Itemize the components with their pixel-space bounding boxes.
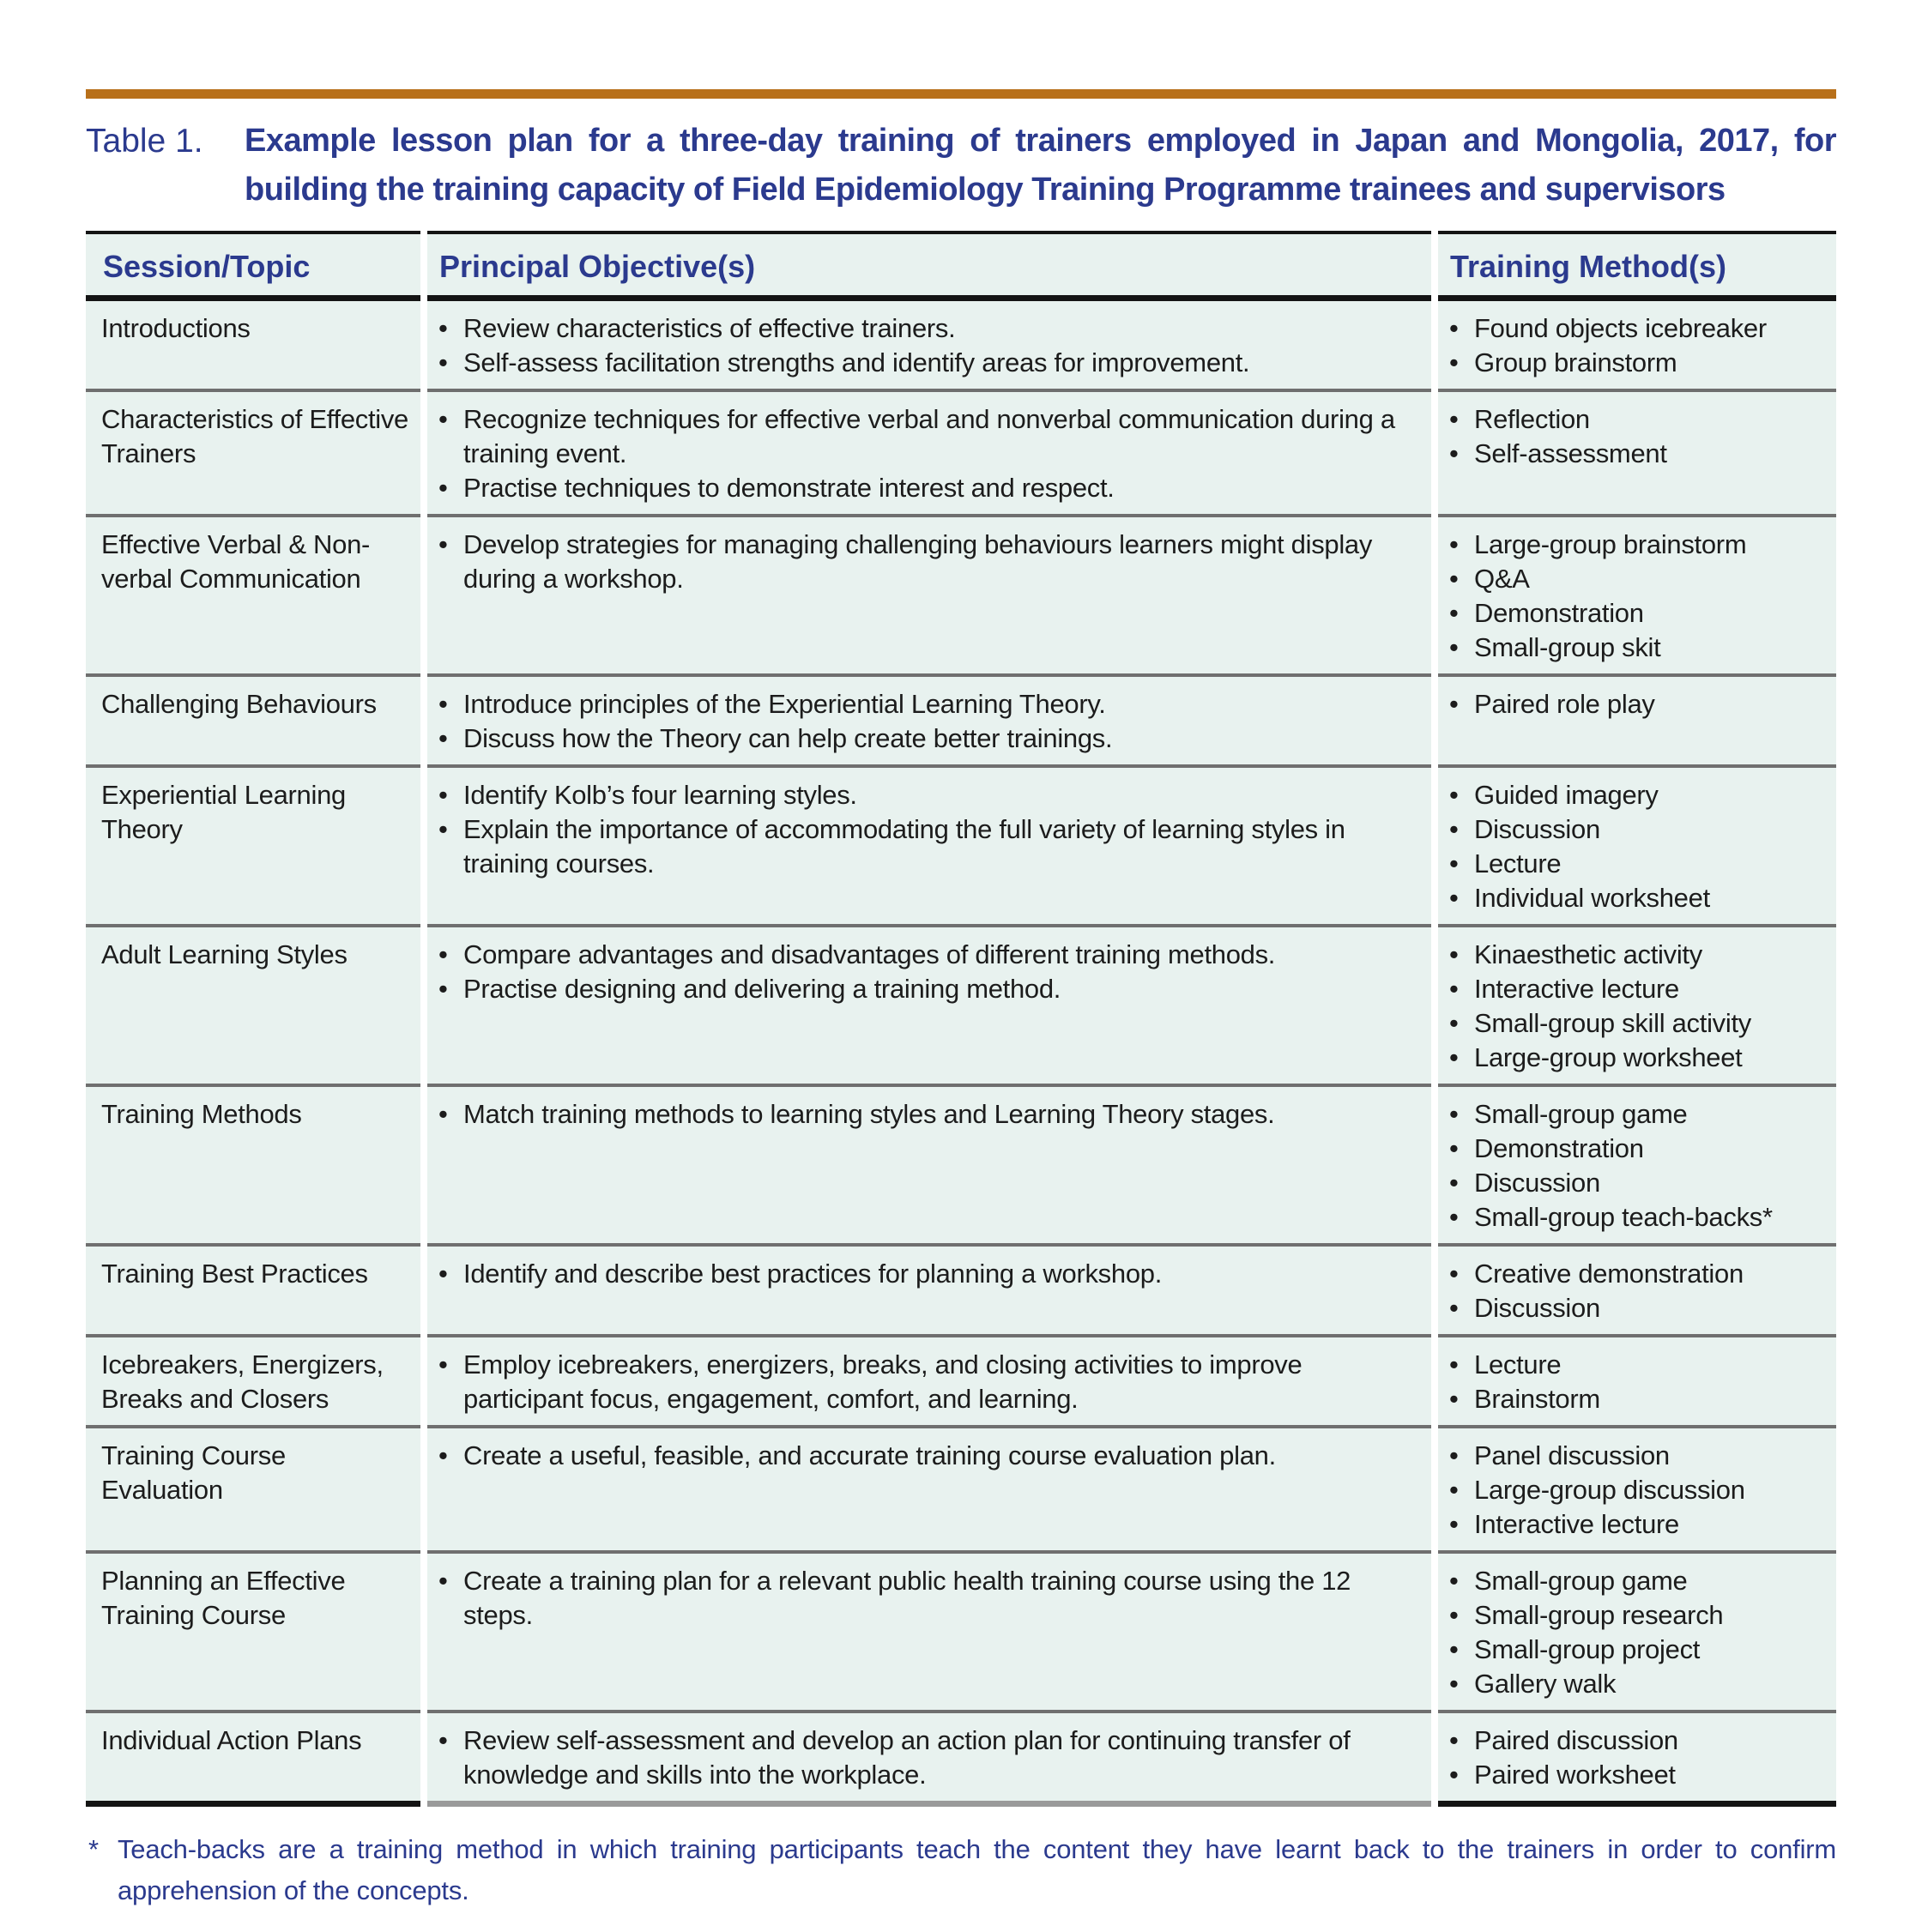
method-text: Large-group worksheet xyxy=(1474,1042,1743,1072)
method-text: Small-group project xyxy=(1474,1634,1701,1664)
objective-item xyxy=(427,402,1424,471)
method-item xyxy=(1438,812,1829,847)
bullet-icon: • xyxy=(1449,1760,1459,1790)
objective-item xyxy=(427,1348,1424,1416)
bullet-icon: • xyxy=(438,1725,448,1755)
method-text: Lecture xyxy=(1474,848,1562,878)
objective-item xyxy=(427,311,1424,346)
session-cell xyxy=(86,1334,420,1425)
method-text: Small-group game xyxy=(1474,1566,1688,1596)
bullet-icon: • xyxy=(1449,632,1459,662)
method-text: Lecture xyxy=(1474,1349,1562,1380)
bullet-icon: • xyxy=(1449,1669,1459,1699)
method-text: Paired discussion xyxy=(1474,1725,1678,1755)
objectives-cell xyxy=(427,924,1431,1084)
objectives-cell xyxy=(427,1334,1431,1425)
objective-text: Practise designing and delivering a training method. xyxy=(463,974,1061,1004)
objectives-cell xyxy=(427,1084,1431,1243)
bullet-icon: • xyxy=(1449,780,1459,810)
bullet-icon: • xyxy=(1449,1634,1459,1664)
objectives-cell xyxy=(427,1710,1431,1807)
objective-item xyxy=(427,778,1424,812)
bullet-icon: • xyxy=(1449,1384,1459,1414)
bullet-icon: • xyxy=(438,473,448,503)
session-cell xyxy=(86,764,420,924)
objectives-cell xyxy=(427,1243,1431,1334)
method-item xyxy=(1438,1382,1829,1416)
objective-text: Discuss how the Theory can help create better trainings. xyxy=(463,723,1113,753)
bullet-icon: • xyxy=(1449,848,1459,878)
session-cell xyxy=(86,301,420,389)
objective-item xyxy=(427,1439,1424,1473)
methods-cell xyxy=(1438,673,1836,764)
objectives-cell xyxy=(427,1425,1431,1550)
method-text: Brainstorm xyxy=(1474,1384,1600,1414)
bullet-icon: • xyxy=(1449,1008,1459,1038)
objectives-cell xyxy=(427,389,1431,514)
method-item xyxy=(1438,311,1829,346)
method-item xyxy=(1438,1758,1829,1792)
objective-text: Review characteristics of effective trainers. xyxy=(463,313,956,343)
bullet-icon: • xyxy=(438,1440,448,1470)
method-item xyxy=(1438,1633,1829,1667)
session-name: Icebreakers, Energizers, Breaks and Closers xyxy=(101,1349,384,1414)
method-text: Small-group skit xyxy=(1474,632,1661,662)
bullet-icon: • xyxy=(438,313,448,343)
session-name: Individual Action Plans xyxy=(101,1725,362,1755)
method-item xyxy=(1438,1667,1829,1701)
session-cell xyxy=(86,514,420,673)
method-text: Small-group teach-backs* xyxy=(1474,1202,1773,1232)
bullet-icon: • xyxy=(438,404,448,434)
bullet-icon: • xyxy=(1449,404,1459,434)
objective-text: Employ icebreakers, energizers, breaks, and closing activities to improve participant focus, engagement, comfort, and learning. xyxy=(463,1349,1302,1414)
method-item xyxy=(1438,596,1829,631)
method-item xyxy=(1438,1041,1829,1075)
method-item xyxy=(1438,1473,1829,1507)
method-text: Large-group discussion xyxy=(1474,1475,1745,1505)
session-cell xyxy=(86,1243,420,1334)
methods-cell xyxy=(1438,1334,1836,1425)
method-text: Q&A xyxy=(1474,564,1530,594)
bullet-icon: • xyxy=(438,723,448,753)
session-cell xyxy=(86,1710,420,1807)
bullet-icon: • xyxy=(438,529,448,559)
objective-item xyxy=(427,687,1424,721)
objective-text: Self-assess facilitation strengths and identify areas for improvement. xyxy=(463,347,1250,377)
bullet-icon: • xyxy=(1449,1293,1459,1323)
methods-cell xyxy=(1438,1084,1836,1243)
objective-item xyxy=(427,1564,1424,1633)
session-name: Adult Learning Styles xyxy=(101,939,348,969)
method-item xyxy=(1438,1257,1829,1291)
bullet-icon: • xyxy=(1449,814,1459,844)
session-cell xyxy=(86,389,420,514)
table-title: Example lesson plan for a three-day training of trainers employed in Japan and Mongolia, 2017, for building the training capacity of Field Epidemiology Training Programme trainees and supervisors xyxy=(245,123,1836,208)
objective-text: Create a training plan for a relevant public health training course using the 12 steps. xyxy=(463,1566,1351,1630)
session-cell xyxy=(86,1550,420,1710)
objective-item xyxy=(427,528,1424,596)
method-text: Paired role play xyxy=(1474,689,1655,719)
objectives-cell xyxy=(427,1550,1431,1710)
footnote-marker: * xyxy=(88,1834,100,1864)
method-text: Demonstration xyxy=(1474,598,1644,628)
method-text: Discussion xyxy=(1474,1293,1600,1323)
bullet-icon: • xyxy=(1449,564,1459,594)
objective-item xyxy=(427,812,1424,881)
method-item xyxy=(1438,1348,1829,1382)
session-cell xyxy=(86,1084,420,1243)
objective-text: Introduce principles of the Experiential Learning Theory. xyxy=(463,689,1106,719)
method-text: Creative demonstration xyxy=(1474,1259,1744,1289)
bullet-icon: • xyxy=(1449,1042,1459,1072)
method-text: Interactive lecture xyxy=(1474,1509,1679,1539)
session-name: Training Course Evaluation xyxy=(101,1440,286,1505)
methods-cell xyxy=(1438,1550,1836,1710)
method-item xyxy=(1438,1598,1829,1633)
objectives-cell xyxy=(427,301,1431,389)
bullet-icon: • xyxy=(1449,689,1459,719)
column-header-1: Session/Topic xyxy=(86,231,420,301)
objective-text: Compare advantages and disadvantages of different training methods. xyxy=(463,939,1276,969)
bullet-icon: • xyxy=(1449,1440,1459,1470)
method-item xyxy=(1438,631,1829,665)
bullet-icon: • xyxy=(438,347,448,377)
bullet-icon: • xyxy=(438,780,448,810)
footnote-text: Teach-backs are a training method in which training participants teach the content they have learnt back to the trainers in order to confirm apprehension of the concepts. xyxy=(118,1834,1836,1905)
column-header-3: Training Method(s) xyxy=(1438,231,1836,301)
bullet-icon: • xyxy=(438,1349,448,1380)
column-header-2: Principal Objective(s) xyxy=(427,231,1431,301)
method-text: Small-group game xyxy=(1474,1099,1688,1129)
objective-text: Explain the importance of accommodating the full variety of learning styles in training courses. xyxy=(463,814,1345,878)
objective-item xyxy=(427,938,1424,972)
session-cell xyxy=(86,1425,420,1550)
method-item xyxy=(1438,687,1829,721)
session-name: Planning an Effective Training Course xyxy=(101,1566,346,1630)
objective-item xyxy=(427,1724,1424,1792)
bullet-icon: • xyxy=(1449,1509,1459,1539)
bullet-icon: • xyxy=(1449,313,1459,343)
method-item xyxy=(1438,1166,1829,1200)
bullet-icon: • xyxy=(1449,347,1459,377)
bullet-icon: • xyxy=(438,1099,448,1129)
method-text: Panel discussion xyxy=(1474,1440,1670,1470)
method-text: Guided imagery xyxy=(1474,780,1659,810)
method-item xyxy=(1438,1006,1829,1041)
objectives-cell xyxy=(427,514,1431,673)
top-rule xyxy=(86,89,1836,99)
objective-text: Create a useful, feasible, and accurate training course evaluation plan. xyxy=(463,1440,1276,1470)
bullet-icon: • xyxy=(438,939,448,969)
objective-text: Match training methods to learning styles and Learning Theory stages. xyxy=(463,1099,1275,1129)
method-item xyxy=(1438,938,1829,972)
method-item xyxy=(1438,1507,1829,1542)
methods-cell xyxy=(1438,1425,1836,1550)
methods-cell xyxy=(1438,924,1836,1084)
bullet-icon: • xyxy=(1449,1133,1459,1163)
method-item xyxy=(1438,1724,1829,1758)
method-text: Group brainstorm xyxy=(1474,347,1677,377)
bullet-icon: • xyxy=(1449,1202,1459,1232)
bullet-icon: • xyxy=(1449,1475,1459,1505)
bullet-icon: • xyxy=(438,814,448,844)
session-name: Characteristics of Effective Trainers xyxy=(101,404,408,468)
method-item xyxy=(1438,1291,1829,1325)
lesson-plan-table xyxy=(86,231,1836,1807)
method-text: Kinaesthetic activity xyxy=(1474,939,1702,969)
method-item xyxy=(1438,562,1829,596)
method-item xyxy=(1438,1439,1829,1473)
method-text: Self-assessment xyxy=(1474,438,1667,468)
bullet-icon: • xyxy=(1449,939,1459,969)
session-name: Training Best Practices xyxy=(101,1259,368,1289)
objectives-cell xyxy=(427,764,1431,924)
objective-text: Identify and describe best practices for planning a workshop. xyxy=(463,1259,1163,1289)
methods-cell xyxy=(1438,301,1836,389)
method-text: Discussion xyxy=(1474,1168,1600,1198)
method-text: Reflection xyxy=(1474,404,1590,434)
objective-item xyxy=(427,972,1424,1006)
bullet-icon: • xyxy=(1449,1725,1459,1755)
bullet-icon: • xyxy=(1449,1349,1459,1380)
bullet-icon: • xyxy=(1449,598,1459,628)
method-text: Small-group skill activity xyxy=(1474,1008,1751,1038)
session-name: Training Methods xyxy=(101,1099,302,1129)
bullet-icon: • xyxy=(438,974,448,1004)
table-caption xyxy=(86,117,1836,214)
method-text: Discussion xyxy=(1474,814,1600,844)
objectives-cell xyxy=(427,673,1431,764)
session-name: Effective Verbal & Non-verbal Communication xyxy=(101,529,371,594)
session-cell xyxy=(86,924,420,1084)
methods-cell xyxy=(1438,1243,1836,1334)
bullet-icon: • xyxy=(1449,1566,1459,1596)
objective-text: Identify Kolb’s four learning styles. xyxy=(463,780,857,810)
method-item xyxy=(1438,847,1829,881)
method-text: Large-group brainstorm xyxy=(1474,529,1747,559)
method-item xyxy=(1438,1200,1829,1235)
objective-item xyxy=(427,1097,1424,1132)
method-item xyxy=(1438,437,1829,471)
objective-text: Develop strategies for managing challenging behaviours learners might display during a workshop. xyxy=(463,529,1373,594)
footnote xyxy=(86,1829,1836,1911)
session-name: Experiential Learning Theory xyxy=(101,780,346,844)
objective-item xyxy=(427,1257,1424,1291)
bullet-icon: • xyxy=(1449,974,1459,1004)
method-item xyxy=(1438,1132,1829,1166)
bullet-icon: • xyxy=(1449,1600,1459,1630)
methods-cell xyxy=(1438,1710,1836,1807)
objective-text: Recognize techniques for effective verbal and nonverbal communication during a training event. xyxy=(463,404,1395,468)
method-text: Paired worksheet xyxy=(1474,1760,1676,1790)
bullet-icon: • xyxy=(1449,1259,1459,1289)
method-item xyxy=(1438,1564,1829,1598)
objective-item xyxy=(427,346,1424,380)
table-label: Table 1. xyxy=(86,123,203,160)
bullet-icon: • xyxy=(1449,529,1459,559)
method-item xyxy=(1438,1097,1829,1132)
method-item xyxy=(1438,528,1829,562)
method-text: Found objects icebreaker xyxy=(1474,313,1767,343)
objective-item xyxy=(427,471,1424,505)
method-text: Demonstration xyxy=(1474,1133,1644,1163)
method-item xyxy=(1438,346,1829,380)
method-text: Gallery walk xyxy=(1474,1669,1617,1699)
bullet-icon: • xyxy=(1449,1168,1459,1198)
methods-cell xyxy=(1438,389,1836,514)
method-item xyxy=(1438,881,1829,915)
objective-text: Practise techniques to demonstrate interest and respect. xyxy=(463,473,1115,503)
bullet-icon: • xyxy=(438,1566,448,1596)
method-text: Interactive lecture xyxy=(1474,974,1679,1004)
methods-cell xyxy=(1438,514,1836,673)
bullet-icon: • xyxy=(1449,438,1459,468)
session-cell xyxy=(86,673,420,764)
session-name: Challenging Behaviours xyxy=(101,689,377,719)
session-name: Introductions xyxy=(101,313,251,343)
objective-item xyxy=(427,721,1424,756)
method-item xyxy=(1438,778,1829,812)
bullet-icon: • xyxy=(1449,1099,1459,1129)
method-item xyxy=(1438,402,1829,437)
bullet-icon: • xyxy=(1449,883,1459,913)
bullet-icon: • xyxy=(438,1259,448,1289)
bullet-icon: • xyxy=(438,689,448,719)
methods-cell xyxy=(1438,764,1836,924)
objective-text: Review self-assessment and develop an action plan for continuing transfer of knowledge and skills into the workplace. xyxy=(463,1725,1351,1790)
method-text: Individual worksheet xyxy=(1474,883,1710,913)
method-text: Small-group research xyxy=(1474,1600,1724,1630)
method-item xyxy=(1438,972,1829,1006)
